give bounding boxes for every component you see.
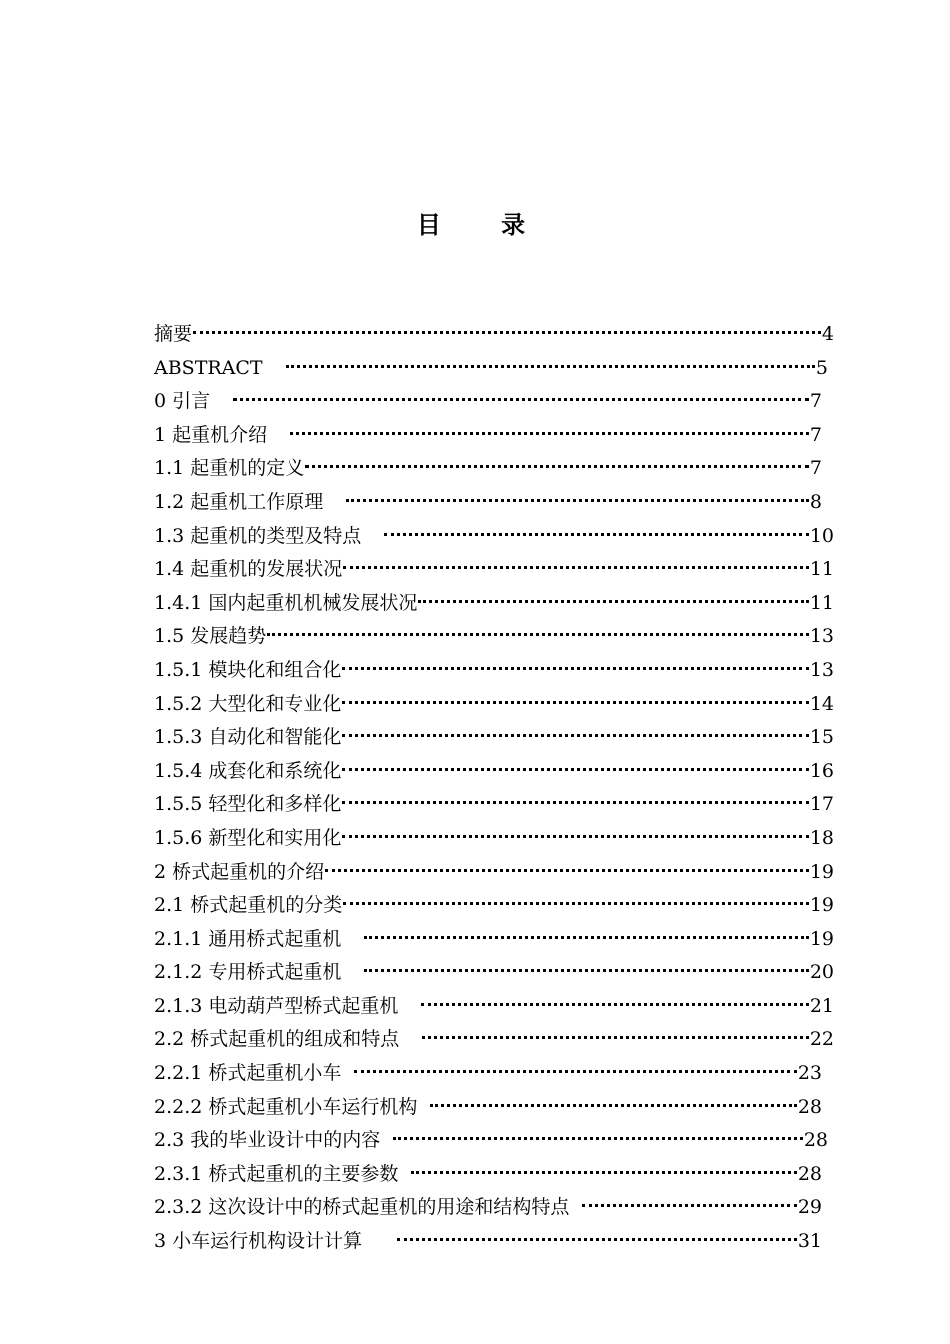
toc-entry-page-number: 16 [809, 759, 834, 782]
toc-entry[interactable] [154, 486, 834, 520]
toc-entry-label: 1.4.1 国内起重机机械发展状况 [154, 591, 418, 614]
toc-entry-page-number: 23 [797, 1062, 822, 1085]
toc-entry-label: 3 小车运行机构设计计算 [154, 1230, 363, 1253]
toc-entry[interactable] [154, 553, 834, 587]
toc-entry[interactable] [154, 1057, 834, 1091]
toc-entry-label: 1.5.5 轻型化和多样化 [154, 793, 342, 816]
toc-entry[interactable] [154, 520, 834, 554]
toc-entry-leader-dots [430, 1104, 796, 1107]
toc-entry-page-number: 11 [809, 591, 834, 614]
toc-entry-label: 1.1 起重机的定义 [154, 457, 305, 480]
toc-entry-leader-dots [193, 331, 821, 334]
toc-entry[interactable] [154, 654, 834, 688]
toc-entry-page-number: 5 [815, 356, 828, 379]
toc-entry-page-number: 28 [797, 1162, 822, 1185]
toc-entry[interactable] [154, 587, 834, 621]
toc-entry-label: ABSTRACT [154, 356, 263, 379]
toc-entry-page-number: 31 [797, 1230, 822, 1253]
toc-entry-page-number: 28 [797, 1095, 822, 1118]
toc-entry-label: 2.3.2 这次设计中的桥式起重机的用途和结构特点 [154, 1196, 570, 1219]
toc-entry-leader-dots [421, 1003, 808, 1006]
toc-entry-page-number: 28 [803, 1129, 828, 1152]
toc-entry-leader-dots [346, 499, 809, 502]
toc-entry-page-number: 29 [797, 1196, 822, 1219]
toc-entry[interactable] [154, 1124, 834, 1158]
toc-entry-leader-dots [342, 701, 808, 704]
toc-entry-leader-dots [286, 365, 815, 368]
toc-entry-label: 2.1.3 电动葫芦型桥式起重机 [154, 994, 399, 1017]
toc-entry[interactable] [154, 956, 834, 990]
toc-entry-label: 1.5.4 成套化和系统化 [154, 759, 342, 782]
toc-entry-label: 2.1.2 专用桥式起重机 [154, 961, 342, 984]
toc-entry-label: 1.4 起重机的发展状况 [154, 558, 343, 581]
toc-entry[interactable] [154, 1191, 834, 1225]
toc-entry[interactable] [154, 452, 834, 486]
toc-entry[interactable] [154, 352, 834, 386]
toc-entry-leader-dots [290, 432, 809, 435]
toc-entry-page-number: 8 [809, 490, 822, 513]
toc-entry-label: 摘要 [154, 323, 193, 345]
toc-entry-leader-dots [267, 633, 809, 636]
toc-entry-leader-dots [411, 1171, 796, 1174]
toc-entry-label: 1.2 起重机工作原理 [154, 490, 324, 513]
toc-entry-page-number: 19 [809, 894, 834, 917]
toc-entry-leader-dots [342, 768, 808, 771]
toc-entry-page-number: 10 [809, 524, 834, 547]
toc-entry-leader-dots [582, 1204, 796, 1207]
toc-entry-label: 1.5 发展趋势 [154, 625, 267, 648]
toc-entry[interactable] [154, 788, 834, 822]
toc-entry[interactable] [154, 1225, 834, 1259]
toc-entry-leader-dots [364, 936, 808, 939]
toc-entry-page-number: 19 [809, 927, 834, 950]
toc-entry-page-number: 7 [809, 390, 822, 413]
toc-entry-label: 2.1 桥式起重机的分类 [154, 894, 343, 917]
toc-entry-leader-dots [305, 465, 809, 468]
toc-entry-page-number: 7 [809, 457, 822, 480]
toc-entry-page-number: 11 [809, 558, 834, 581]
toc-entry[interactable] [154, 419, 834, 453]
toc-entry-leader-dots [364, 969, 808, 972]
toc-entry-label: 1.5.2 大型化和专业化 [154, 692, 342, 715]
toc-entry-leader-dots [384, 533, 809, 536]
toc-entry-label: 2.2.1 桥式起重机小车 [154, 1062, 342, 1085]
toc-entry-page-number: 21 [809, 994, 834, 1017]
table-of-contents [154, 318, 834, 1259]
toc-entry-page-number: 15 [809, 726, 834, 749]
toc-entry-leader-dots [393, 1137, 803, 1140]
toc-entry-page-number: 18 [809, 826, 834, 849]
toc-entry-label: 1.5.3 自动化和智能化 [154, 726, 342, 749]
toc-entry[interactable] [154, 822, 834, 856]
toc-entry-leader-dots [343, 566, 809, 569]
toc-entry-page-number: 19 [809, 860, 834, 883]
toc-entry-leader-dots [397, 1238, 797, 1241]
toc-entry[interactable] [154, 1023, 834, 1057]
toc-entry-leader-dots [418, 600, 808, 603]
toc-entry-page-number: 20 [809, 961, 834, 984]
toc-entry-leader-dots [325, 869, 809, 872]
toc-entry-leader-dots [342, 734, 808, 737]
toc-entry-label: 0 引言 [154, 390, 211, 413]
toc-entry-label: 2.3 我的毕业设计中的内容 [154, 1129, 381, 1152]
toc-entry-leader-dots [343, 902, 809, 905]
toc-entry-label: 2.2.2 桥式起重机小车运行机构 [154, 1095, 418, 1118]
toc-entry[interactable] [154, 318, 834, 352]
toc-entry-page-number: 13 [809, 625, 834, 648]
toc-entry[interactable] [154, 385, 834, 419]
toc-entry[interactable] [154, 889, 834, 923]
toc-entry[interactable] [154, 721, 834, 755]
toc-entry-page-number: 13 [809, 658, 834, 681]
toc-entry-label: 1.3 起重机的类型及特点 [154, 524, 362, 547]
toc-entry-label: 2.2 桥式起重机的组成和特点 [154, 1028, 400, 1051]
toc-entry-leader-dots [422, 1036, 809, 1039]
toc-entry-page-number: 14 [809, 692, 834, 715]
page-title: 目 录 [416, 211, 552, 239]
toc-entry-page-number: 17 [809, 793, 834, 816]
toc-entry-leader-dots [233, 398, 809, 401]
toc-entry[interactable] [154, 620, 834, 654]
toc-entry-leader-dots [342, 667, 808, 670]
toc-entry[interactable] [154, 1091, 834, 1125]
toc-entry-leader-dots [342, 835, 808, 838]
toc-entry-leader-dots [342, 801, 808, 804]
toc-entry-label: 1 起重机介绍 [154, 423, 268, 446]
toc-entry-leader-dots [354, 1070, 796, 1073]
toc-entry-page-number: 22 [809, 1028, 834, 1051]
toc-entry-page-number: 7 [809, 423, 822, 446]
toc-entry[interactable] [154, 923, 834, 957]
toc-entry[interactable] [154, 990, 834, 1024]
toc-entry-label: 2.3.1 桥式起重机的主要参数 [154, 1162, 399, 1185]
toc-entry-label: 2 桥式起重机的介绍 [154, 860, 325, 883]
toc-entry[interactable] [154, 755, 834, 789]
toc-entry-label: 1.5.6 新型化和实用化 [154, 826, 342, 849]
toc-entry-label: 1.5.1 模块化和组合化 [154, 658, 342, 681]
toc-entry[interactable] [154, 1158, 834, 1192]
toc-entry[interactable] [154, 856, 834, 890]
toc-entry-label: 2.1.1 通用桥式起重机 [154, 927, 342, 950]
toc-entry-page-number: 4 [821, 323, 834, 345]
toc-entry[interactable] [154, 688, 834, 722]
